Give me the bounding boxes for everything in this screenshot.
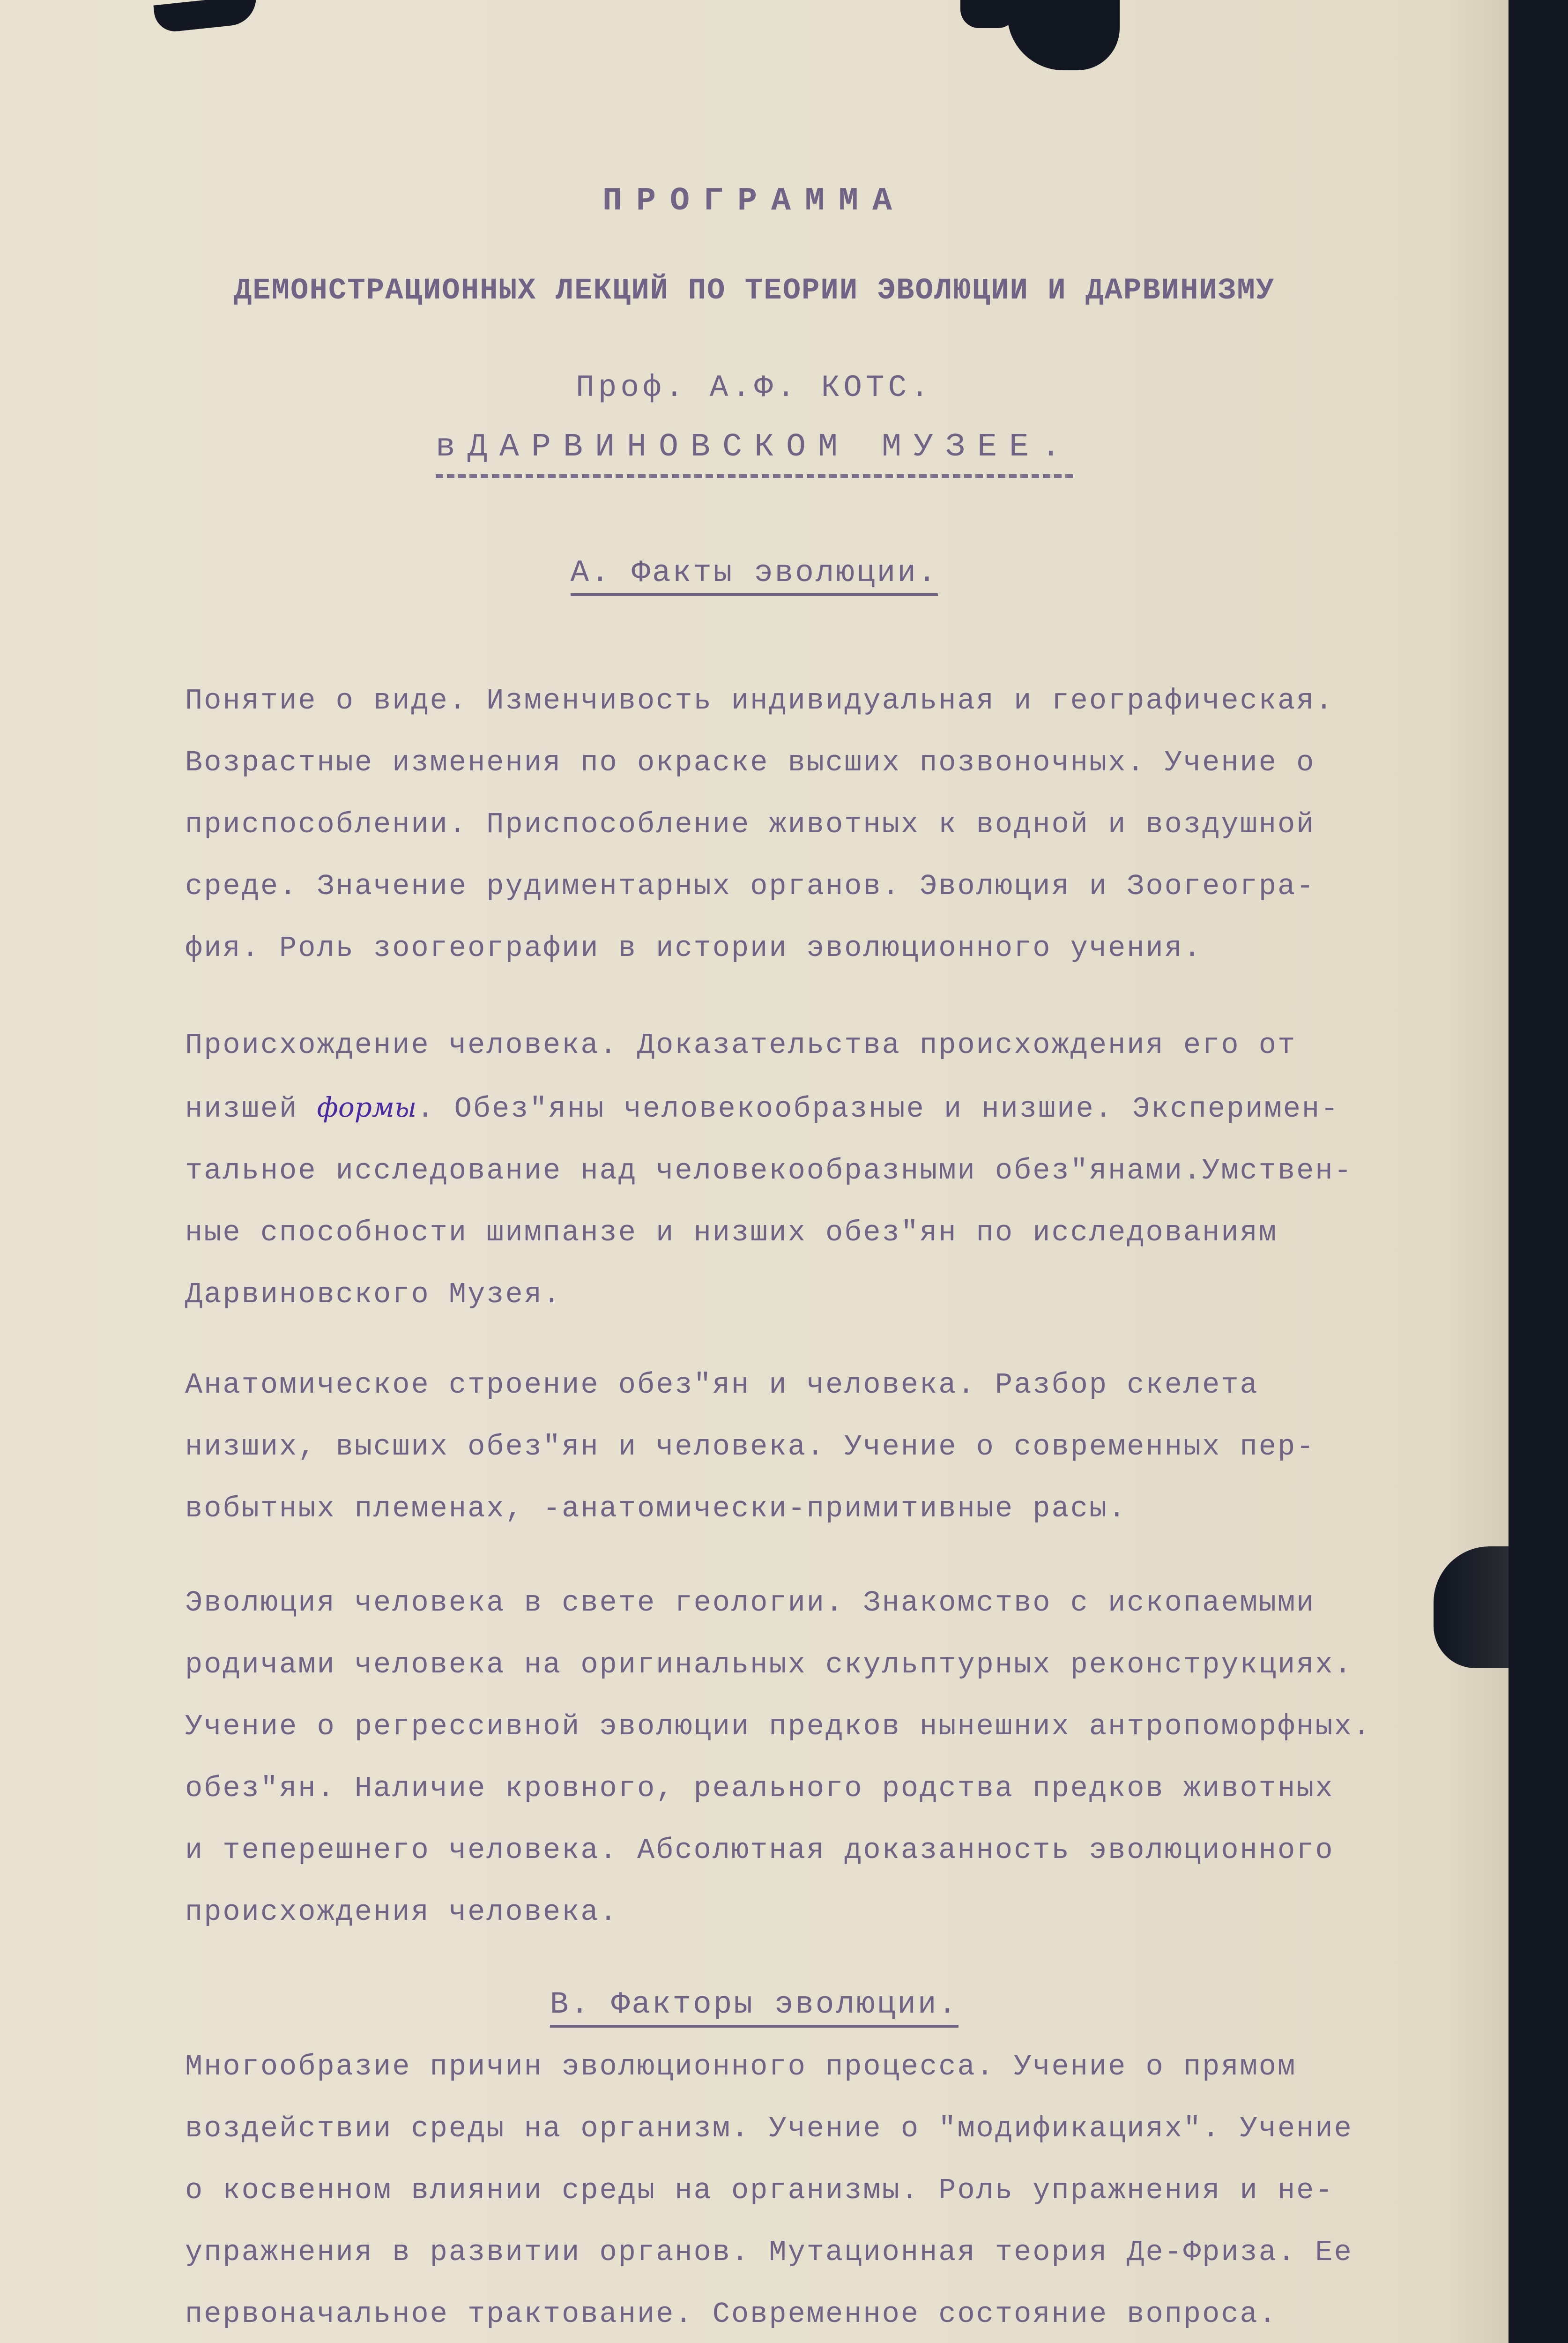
text-line: обез"ян. Наличие кровного, реального родства предков животных bbox=[185, 1772, 1334, 1805]
text-line: ные способности шимпанзе и низших обез"ян по исследованиям bbox=[185, 1216, 1278, 1249]
section-b-heading-text: В. Факторы эволюции. bbox=[550, 1987, 959, 2028]
text-line: среде. Значение рудиментарных органов. Эволюция и Зоогеогра- bbox=[185, 870, 1315, 903]
text-line: и теперешнего человека. Абсолютная доказанность эволюционного bbox=[185, 1834, 1334, 1867]
text-line: вобытных племенах, -анатомически-примитивные расы. bbox=[185, 1492, 1127, 1525]
text-line: происхождения человека. bbox=[185, 1895, 618, 1929]
section-b-heading bbox=[0, 1987, 1509, 2022]
museum-text: вДАРВИНОВСКОМ МУЗЕЕ. bbox=[436, 429, 1073, 478]
paragraph-anatomy bbox=[185, 1354, 1450, 1540]
text-line: Дарвиновского Музея. bbox=[185, 1278, 562, 1311]
text-line: приспособлении. Приспособление животных к водной и воздушной bbox=[185, 808, 1315, 841]
text-line: низших, высших обез"ян и человека. Учение о современных пер- bbox=[185, 1430, 1315, 1463]
text-line: Учение о регрессивной эволюции предков нынешних антропоморфных. bbox=[185, 1710, 1372, 1743]
torn-edge bbox=[153, 0, 259, 33]
text-line: фия. Роль зоогеографии в истории эволюционного учения. bbox=[185, 932, 1203, 965]
text-line: Понятие о виде. Изменчивость индивидуальная и географическая. bbox=[185, 684, 1334, 717]
text-line: Эволюция человека в свете геологии. Знакомство с ископаемыми bbox=[185, 1586, 1315, 1619]
paragraph-geology bbox=[185, 1572, 1450, 1943]
paragraph-factors bbox=[185, 2036, 1450, 2343]
text-line: Возрастные изменения по окраске высших позвоночных. Учение о bbox=[185, 746, 1315, 779]
text-line: упражнения в развитии органов. Мутационная теория Де-Фриза. Ее bbox=[185, 2236, 1353, 2269]
section-a-heading bbox=[0, 555, 1509, 590]
paragraph-origin-of-man bbox=[185, 1015, 1450, 1326]
torn-edge bbox=[1007, 0, 1120, 70]
document-subtitle: ДЕМОНСТРАЦИОННЫХ ЛЕКЦИЙ ПО ТЕОРИИ ЭВОЛЮЦИИ И ДАРВИНИЗМУ bbox=[233, 274, 1275, 308]
text-line: родичами человека на оригинальных скульптурных реконструкциях. bbox=[185, 1648, 1353, 1681]
text-line bbox=[185, 1076, 1450, 1140]
text-line: Анатомическое строение обез"ян и человека. Разбор скелета bbox=[185, 1368, 1259, 1402]
text-line: о косвенном влиянии среды на организмы. Роль упражнения и не- bbox=[185, 2174, 1334, 2207]
text-line: воздействии среды на организм. Учение о "модификациях". Учение bbox=[185, 2112, 1353, 2145]
text-line: тальное исследование над человекообразными обез"янами.Умствен- bbox=[185, 1154, 1353, 1187]
paragraph-species bbox=[185, 670, 1450, 979]
museum-line bbox=[0, 429, 1509, 466]
text-line: Происхождение человека. Доказательства происхождения его от bbox=[185, 1029, 1297, 1062]
torn-edge bbox=[1434, 1546, 1509, 1668]
text-fragment: . Обез"яны человекообразные и низшие. Эксперимен- bbox=[416, 1092, 1340, 1126]
section-a-heading-text: А. Факты эволюции. bbox=[571, 555, 938, 596]
text-line: Многообразие причин эволюционного процесса. Учение о прямом bbox=[185, 2050, 1297, 2083]
text-line: первоначальное трактование. Современное состояние вопроса. bbox=[185, 2298, 1278, 2331]
text-fragment: низшей bbox=[185, 1092, 317, 1126]
handwritten-correction: формы bbox=[317, 1091, 417, 1123]
author-line: Проф. А.Ф. КОТС. bbox=[576, 370, 933, 405]
document-title: ПРОГРАММА bbox=[602, 183, 907, 220]
